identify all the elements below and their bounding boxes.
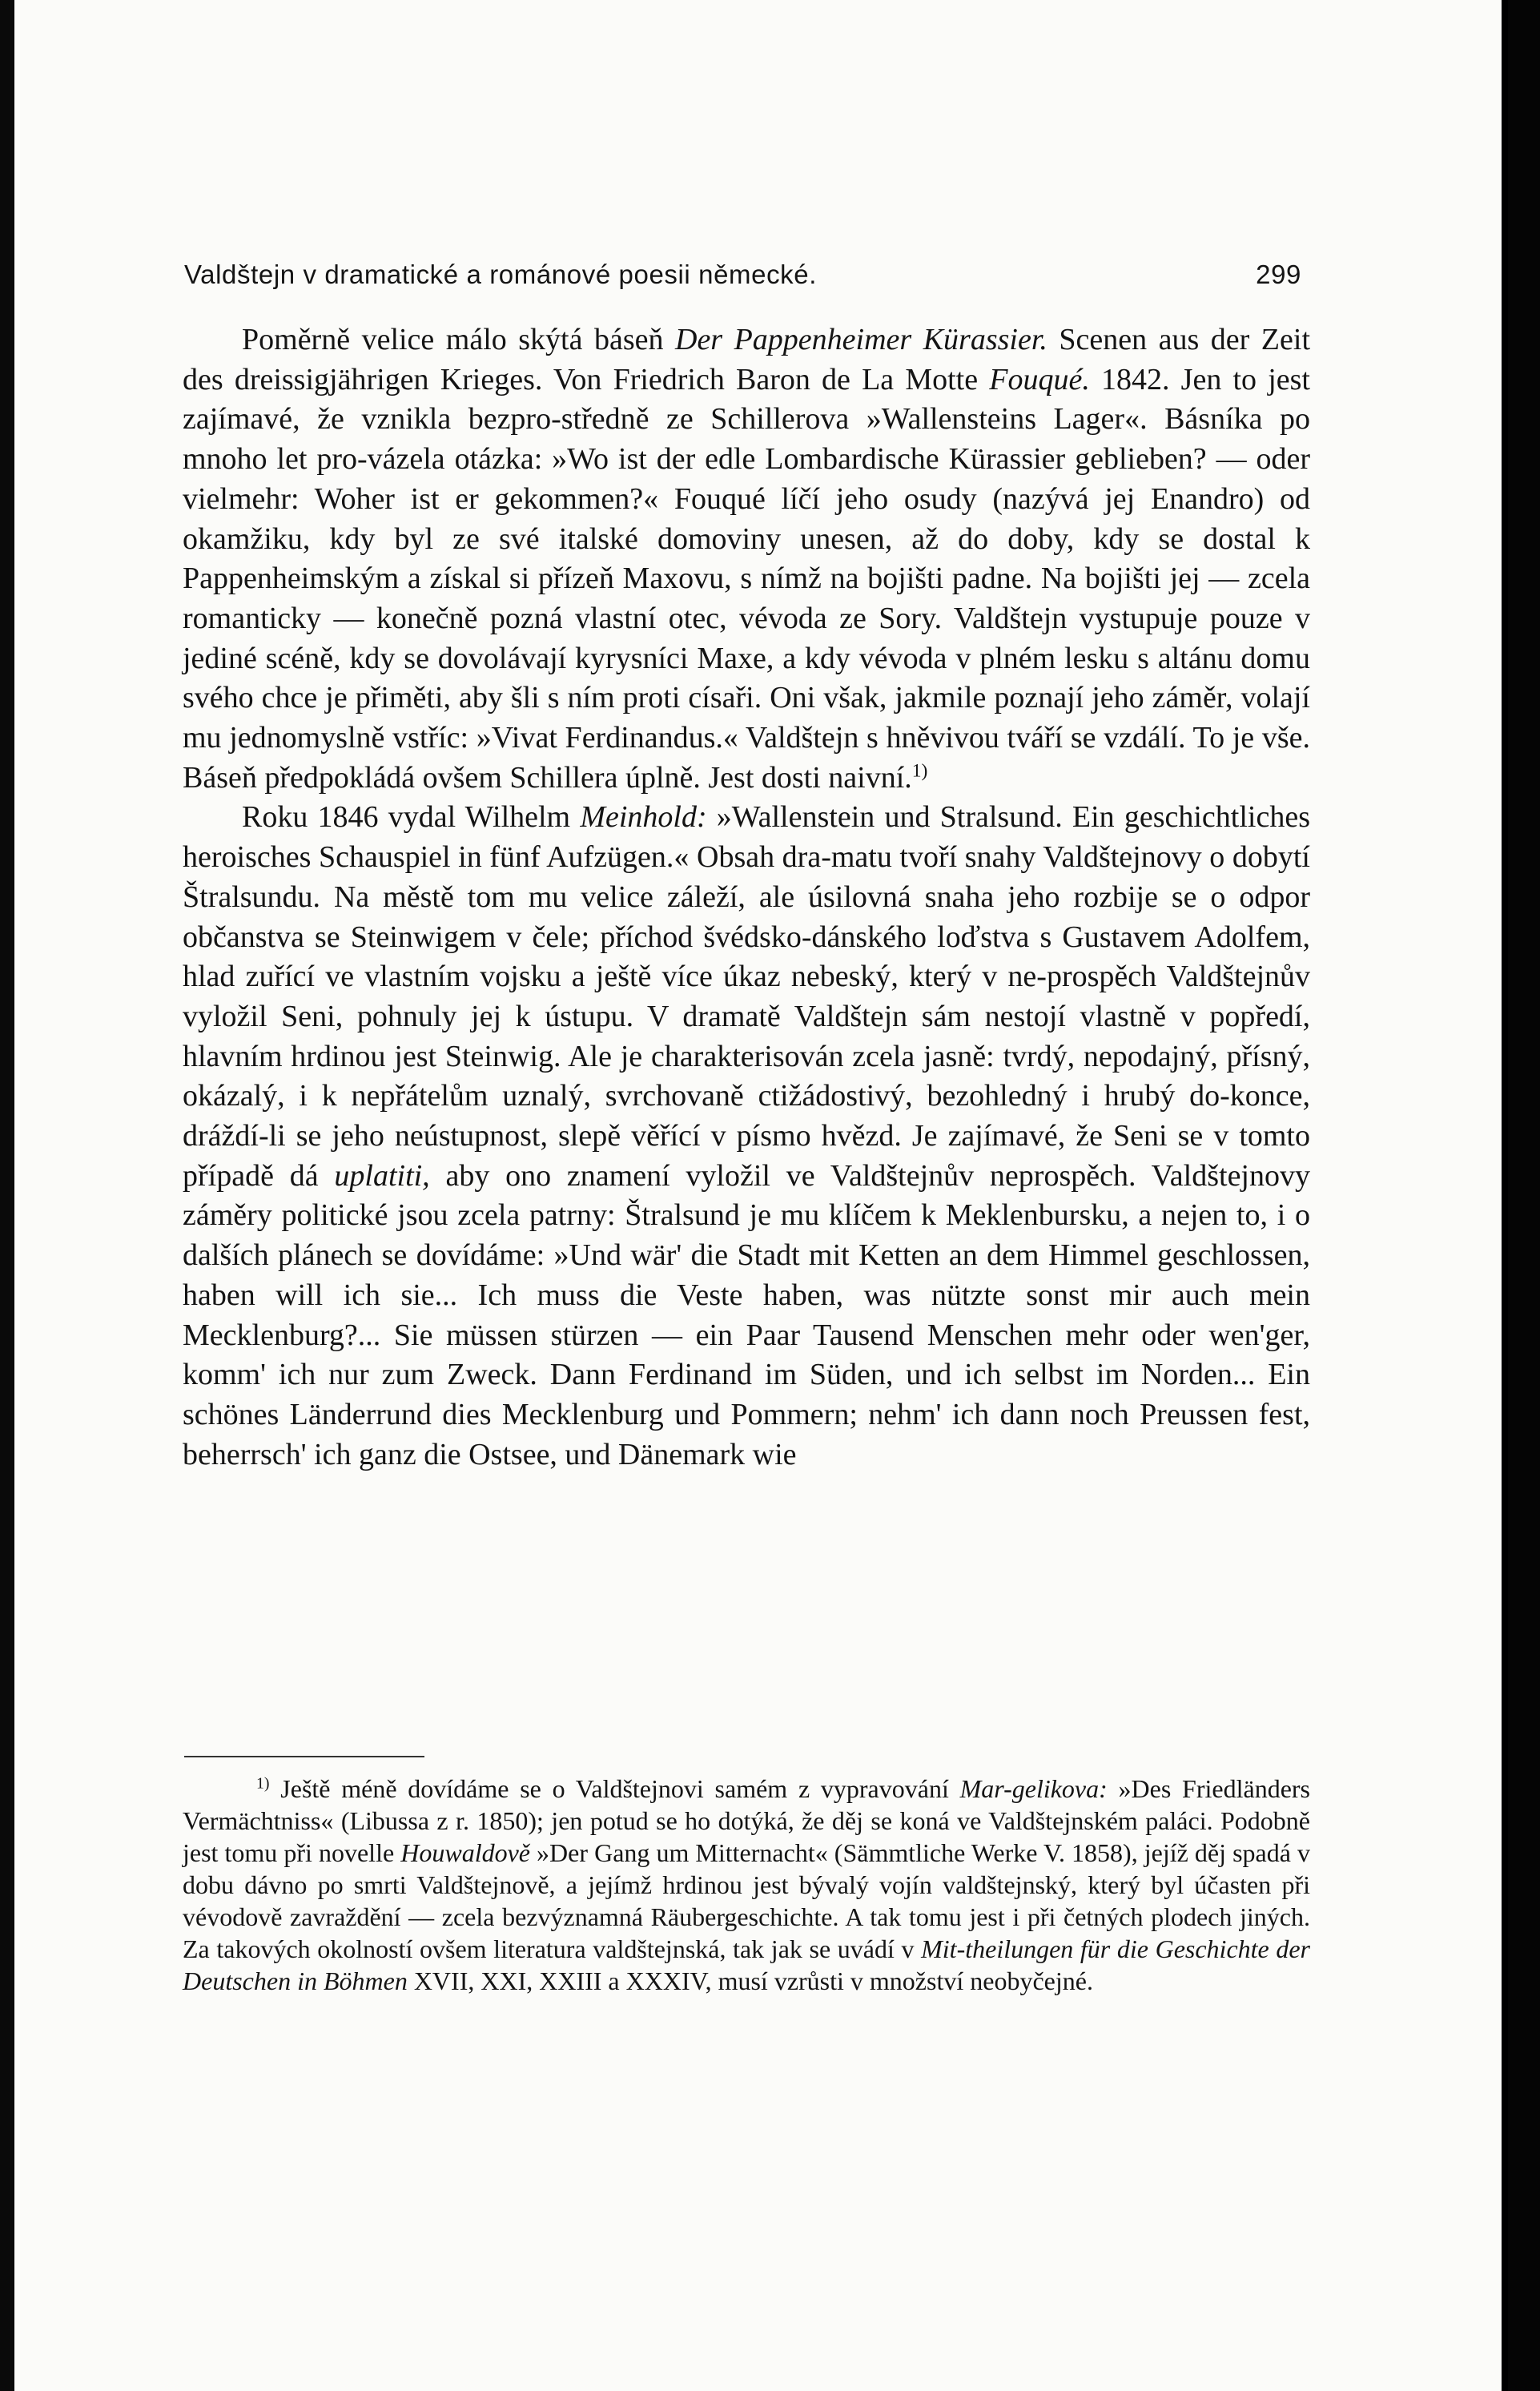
paragraph-2-part-1: Roku 1846 vydal Wilhelm	[242, 800, 581, 835]
footnote-part-2: »Des Friedländers Vermächtniss« (Libussa z r. 1850); jen potud se ho dotýká, že děj se koná ve Valdštejnském paláci. Podobně jest tomu při novelle	[183, 1774, 1311, 1867]
footnote-part-3: »Der Gang um Mitternacht« (Sämmtliche Werke V. 1858), jejíž děj spadá v dobu dávno po smrti Valdštejnově, a jejímž hrdinou jest bývalý vojín valdštejnský, který byl účasten při vévodově zavraždění — zcela bezvýznamná Räubergeschichte. A tak tomu jest i při četných plodech jiných. Za takových okolností ovšem literatura valdštejnská, tak jak se uvádí v	[183, 1838, 1311, 1963]
running-header	[184, 252, 1301, 300]
footnote-part-1: Ještě méně dovídáme se o Valdštejnovi samém z vypravování	[269, 1774, 960, 1803]
scan-border-right	[1508, 0, 1540, 2391]
footnote-reference: 1)	[911, 760, 928, 782]
page-number: 299	[1256, 260, 1301, 289]
author-name: Fouqué.	[989, 362, 1090, 396]
author-name: Mar-gelikova:	[959, 1774, 1108, 1803]
paragraph-2	[183, 798, 1310, 1475]
paragraph-2-part-3: aby ono znamení vyložil ve Valdštejnův neprospěch. Valdštejnovy záměry politické jsou zcela patrny: Štralsund je mu klíčem k Meklenbursku, a nejen to, i o dalších plánech se dovídáme: »Und wär' die Stadt mit Ketten an dem Himmel geschlossen, haben will ich sie... Ich muss die Veste haben, was nützte sonst mir auch mein Mecklenburg?... Sie müssen stürzen — ein Paar Tausend Menschen mehr oder wen'ger, komm' ich nur zum Zweck. Dann Ferdinand im Süden, und ich selbst im Norden... Ein schönes Länderrund dies Mecklenburg und Pommern; nehm' ich dann noch Preussen fest, beherrsch' ich ganz die Ostsee, und Dänemark wie	[183, 1158, 1310, 1471]
footnote-text	[183, 1773, 1310, 1997]
paragraph-1	[183, 320, 1310, 798]
author-name: Meinhold:	[580, 800, 707, 835]
paragraph-1-part-2: Scenen aus der Zeit des dreissigjährigen Krieges. Von Friedrich Baron de La Motte	[183, 323, 1310, 396]
journal-title: Mit-theilungen für die Geschichte der Deutschen in Böhmen	[183, 1934, 1311, 1995]
paragraph-1-part-3: 1842. Jen to jest zajímavé, že vznikla bezpro-středně ze Schillerova »Wallensteins Lager«. Básníka po mnoho let pro-vázela otázka: »Wo ist der edle Lombardische Kürassier geblieben? — oder vielmehr: Woher ist er gekommen?« Fouqué líčí jeho osudy (nazývá jej Enandro) od okamžiku, kdy byl ze své italské domoviny unesen, až do doby, kdy se dostal k Pappenheimským a získal si přízeň Maxovu, s nímž na bojišti padne. Na bojišti jej — zcela romanticky — konečně pozná vlastní otec, vévoda ze Sory. Valdštejn vystupuje pouze v jediné scéně, kdy se dovolávají kyrysníci Maxe, a kdy vévoda v plném lesku s altánu domu svého chce je přiměti, aby šli s ním proti císaři. Oni však, jakmile poznají jeho záměr, volají mu jednomyslně vstříc: »Vivat Ferdinandus.« Valdštejn s hněvivou tváří se vzdálí. To je vše. Báseň předpokládá ovšem Schillera úplně. Jest dosti naivní.	[183, 362, 1310, 795]
work-title: Der Pappenheimer Kürassier.	[675, 323, 1047, 356]
book-page	[14, 0, 1502, 2391]
scan-border-left	[0, 0, 14, 2391]
running-title: Valdštejn v dramatické a románové poesii německé.	[184, 260, 817, 289]
author-name: Houwaldově	[400, 1838, 530, 1867]
footnote	[183, 1773, 1310, 1997]
paragraph-2-part-2: »Wallenstein und Stralsund. Ein geschichtliches heroisches Schauspiel in fünf Aufzügen.« Obsah dra-matu tvoří snahy Valdštejnovy o dobytí Štralsundu. Na městě tom mu velice záleží, ale úsilovná snaha jeho rozbije se o odpor občanstva se Steinwigem v čele; příchod švédsko-dánského loďstva s Gustavem Adolfem, hlad zuřící ve vlastním vojsku a ještě více úkaz nebeský, který v ne-prospěch Valdštejnův vyložil Seni, pohnuly jej k ústupu. V dramatě Valdštejn sám nestojí vlastně v popředí, hlavním hrdinou jest Steinwig. Ale je charakterisován zcela jasně: tvrdý, nepodajný, přísný, okázalý, i k nepřátelům uznalý, svrchovaně ctižádostivý, bezohledný i hrubý do-konce, dráždí-li se jeho neústupnost, slepě věřící v písmo hvězd. Je zajímavé, že Seni se v tomto případě dá	[183, 800, 1310, 1193]
main-text	[183, 320, 1310, 1475]
footnote-part-4: XVII, XXI, XXIII a XXXIV, musí vzrůsti v množství neobyčejné.	[407, 1966, 1093, 1995]
footnote-separator	[184, 1756, 424, 1757]
paragraph-1-part-1: Poměrně velice málo skýtá báseň	[242, 323, 675, 356]
footnote-marker: 1)	[256, 1774, 270, 1793]
emphasized-word: uplatiti,	[334, 1158, 430, 1193]
